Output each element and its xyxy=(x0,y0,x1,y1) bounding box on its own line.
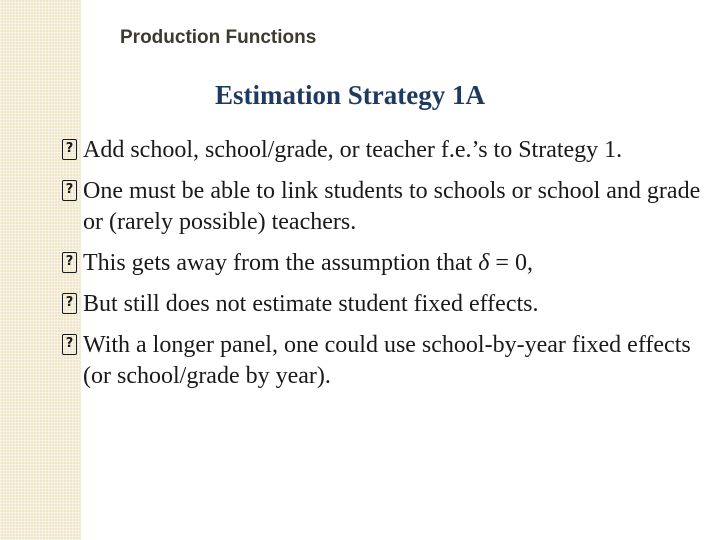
bullet-text: With a longer panel, one could use school-by-year fixed effects (or school/grade by year). xyxy=(83,332,691,389)
bullet-text-after: = 0, xyxy=(489,250,533,276)
bullet-item xyxy=(62,289,702,320)
slide-header: Production Functions xyxy=(120,27,317,48)
missing-glyph-box-icon: ? xyxy=(62,139,77,160)
bullet-text-before: This gets away from the assumption that xyxy=(83,250,479,276)
bullet-text: One must be able to link students to schools or school and grade or (rarely possible) teachers. xyxy=(83,178,701,235)
delta-symbol: δ xyxy=(478,250,490,276)
missing-glyph-box-icon: ? xyxy=(62,293,77,314)
missing-glyph-box-icon: ? xyxy=(62,180,77,201)
missing-glyph-box-icon: ? xyxy=(62,252,77,273)
bullet-item xyxy=(62,248,702,279)
bullet-text: But still does not estimate student fixed effects. xyxy=(83,291,539,317)
missing-glyph-box-icon: ? xyxy=(62,334,77,355)
slide-title: Estimation Strategy 1A xyxy=(215,80,485,110)
bullet-item xyxy=(62,330,702,392)
bullet-list xyxy=(62,135,702,402)
bullet-item xyxy=(62,135,702,166)
bullet-item xyxy=(62,176,702,238)
bullet-text: Add school, school/grade, or teacher f.e.’s to Strategy 1. xyxy=(83,137,623,163)
